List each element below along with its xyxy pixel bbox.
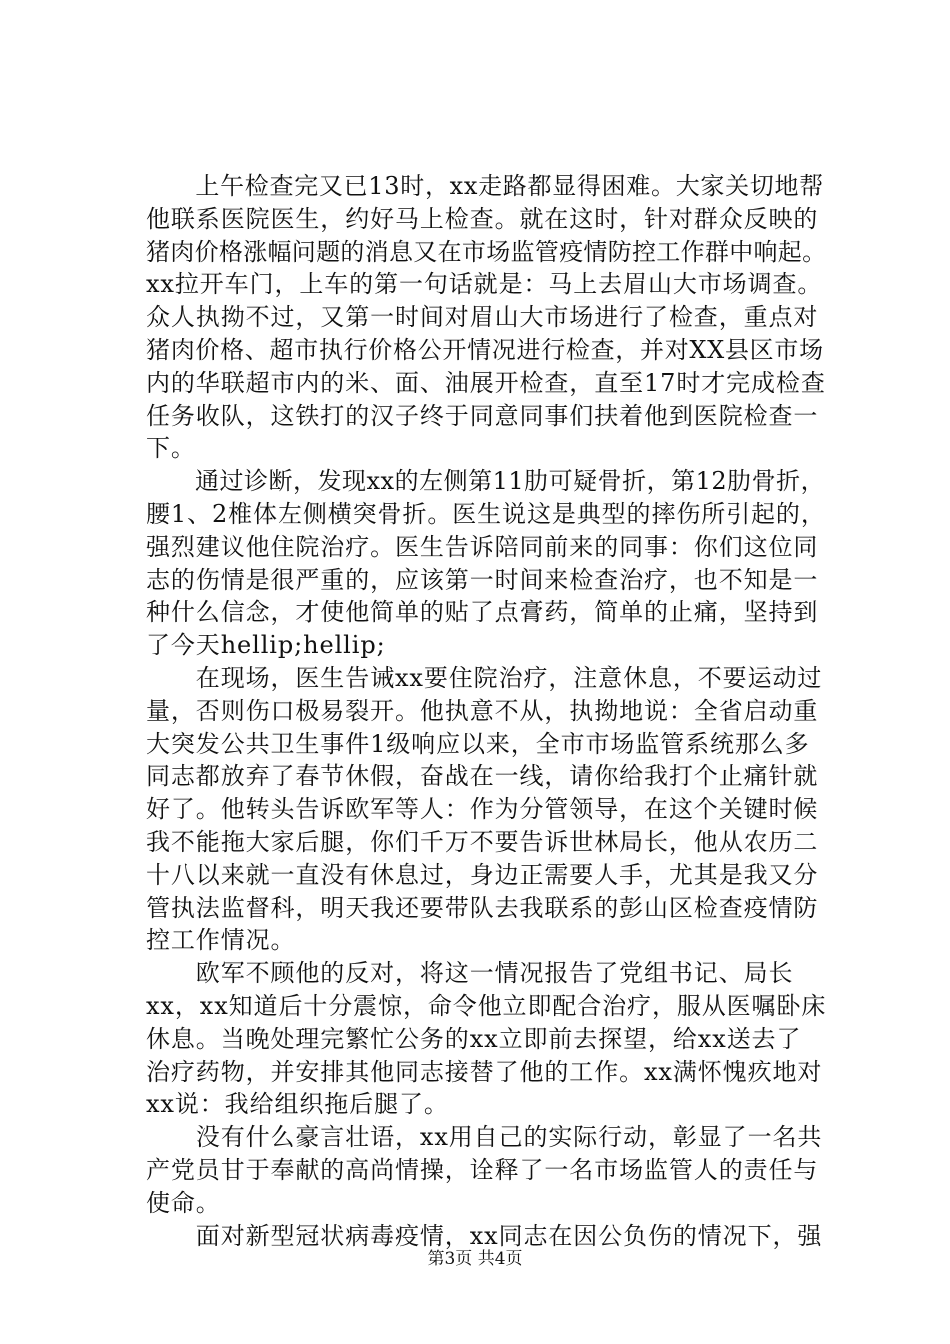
text-line: 强烈建议他住院治疗。医生告诉陪同前来的同事：你们这位同 [146,532,819,561]
text-line: 好了。他转头告诉欧军等人：作为分管领导，在这个关键时候 [146,795,819,824]
text-line: 管执法监督科，明天我还要带队去我联系的彭山区检查疫情防 [146,893,819,922]
text-line: 任务收队，这铁打的汉子终于同意同事们扶着他到医院检查一 [146,401,819,430]
text-line: xx拉开车门，上车的第一句话就是：马上去眉山大市场调查。 [146,270,823,299]
text-line: 量，否则伤口极易裂开。他执意不从，执拗地说：全省启动重 [146,696,819,725]
text-line: 种什么信念，才使他简单的贴了点膏药，简单的止痛，坚持到 [146,598,819,627]
text-line: 同志都放弃了春节休假，奋战在一线，请你给我打个止痛针就 [146,762,819,791]
text-line: 面对新型冠状病毒疫情，xx同志在因公负伤的情况下，强 [146,1221,823,1250]
text-line: 使命。 [146,1188,221,1217]
text-line: 十八以来就一直没有休息过，身边正需要人手，尤其是我又分 [146,860,819,889]
text-line: 上午检查完又已13时，xx走路都显得困难。大家关切地帮 [146,172,824,200]
text-line: 没有什么豪言壮语，xx用自己的实际行动，彰显了一名共 [146,1123,823,1152]
text-line: 众人执拗不过，又第一时间对眉山大市场进行了检查，重点对 [146,303,819,332]
body-text [146,170,826,1252]
text-line: 内的华联超市内的米、面、油展开检查，直至17时才完成检查 [146,368,826,397]
text-line: 他联系医院医生，约好马上检查。就在这时，针对群众反映的 [146,204,819,233]
text-line: 了今天hellip;hellip; [146,631,386,660]
text-line: 猪肉价格、超市执行价格公开情况进行检查，并对XX县区市场 [146,335,824,364]
text-line: 我不能拖大家后腿，你们千万不要告诉世林局长，他从农历二 [146,827,819,856]
text-line: 在现场，医生告诫xx要住院治疗，注意休息，不要运动过 [146,663,823,692]
text-line: 腰1、2椎体左侧横突骨折。医生说这是典型的摔伤所引起的， [146,499,826,528]
text-line: 欧军不顾他的反对，将这一情况报告了党组书记、局长 [146,959,794,988]
text-line: 休息。当晚处理完繁忙公务的xx立即前去探望，给xx送去了 [146,1024,802,1053]
text-line: 猪肉价格涨幅问题的消息又在市场监管疫情防控工作群中响起。 [146,237,827,266]
text-line: 大突发公共卫生事件1级响应以来，全市市场监管系统那么多 [146,729,810,758]
text-line: xx说：我给组织拖后腿了。 [146,1090,449,1119]
text-line: xx，xx知道后十分震惊，命令他立即配合治疗，服从医嘱卧床 [146,991,827,1020]
text-line: 下。 [146,434,196,463]
text-line: 志的伤情是很严重的，应该第一时间来检查治疗，也不知是一 [146,565,819,594]
text-line: 通过诊断，发现xx的左侧第11肋可疑骨折，第12肋骨折， [146,467,826,496]
text-line: 产党员甘于奉献的高尚情操，诠释了一名市场监管人的责任与 [146,1155,819,1184]
text-line: 治疗药物，并安排其他同志接替了他的工作。xx满怀愧疚地对 [146,1057,823,1086]
page-footer: 第3页 共4页 [427,1249,523,1269]
text-line: 控工作情况。 [146,926,296,955]
